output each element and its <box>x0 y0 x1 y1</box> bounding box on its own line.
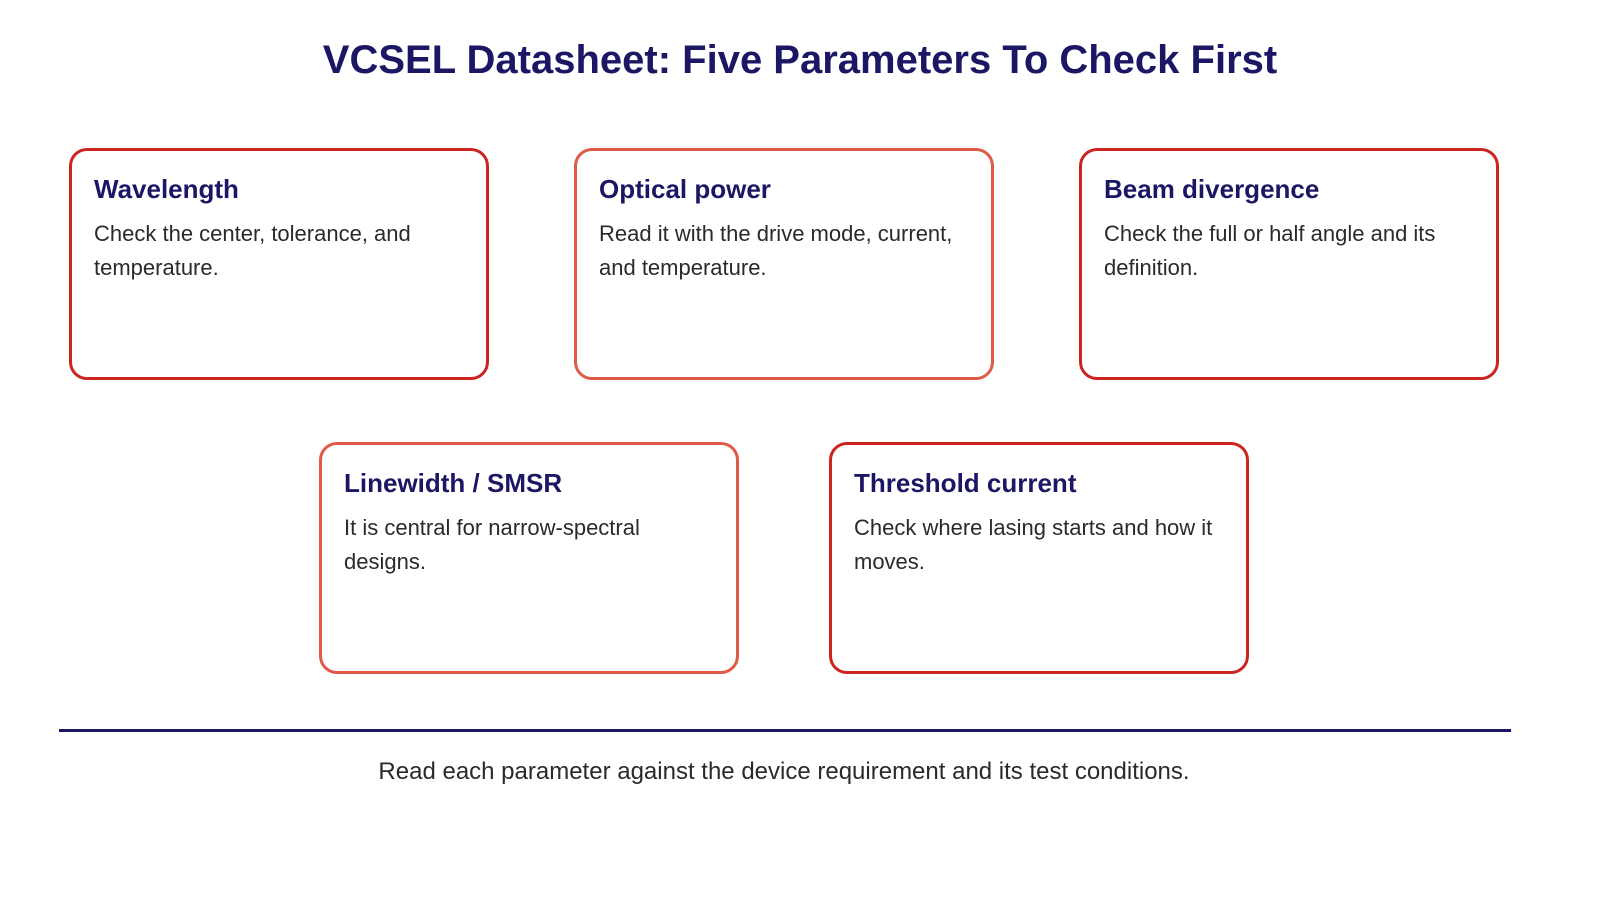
card-description: Check where lasing starts and how it moves. <box>854 515 1213 574</box>
card-title: Linewidth / SMSR <box>344 468 563 498</box>
card-optical-power <box>574 148 994 380</box>
card-wavelength <box>69 148 489 380</box>
card-title: Wavelength <box>94 174 239 204</box>
footer-note: Read each parameter against the device requirement and its test conditions. <box>378 758 1190 785</box>
card-description: Check the center, tolerance, and temperature. <box>94 221 411 280</box>
card-title: Beam divergence <box>1104 174 1320 204</box>
card-title: Threshold current <box>854 468 1077 498</box>
card-description: It is central for narrow-spectral designs. <box>344 515 640 574</box>
card-description: Read it with the drive mode, current, and temperature. <box>599 221 953 280</box>
card-beam-divergence <box>1079 148 1499 380</box>
card-title: Optical power <box>599 174 771 204</box>
card-description: Check the full or half angle and its definition. <box>1104 221 1436 280</box>
page-title: VCSEL Datasheet: Five Parameters To Check First <box>322 38 1278 82</box>
footer-divider <box>59 729 1511 732</box>
card-linewidth-smsr <box>319 442 739 674</box>
card-threshold-current <box>829 442 1249 674</box>
